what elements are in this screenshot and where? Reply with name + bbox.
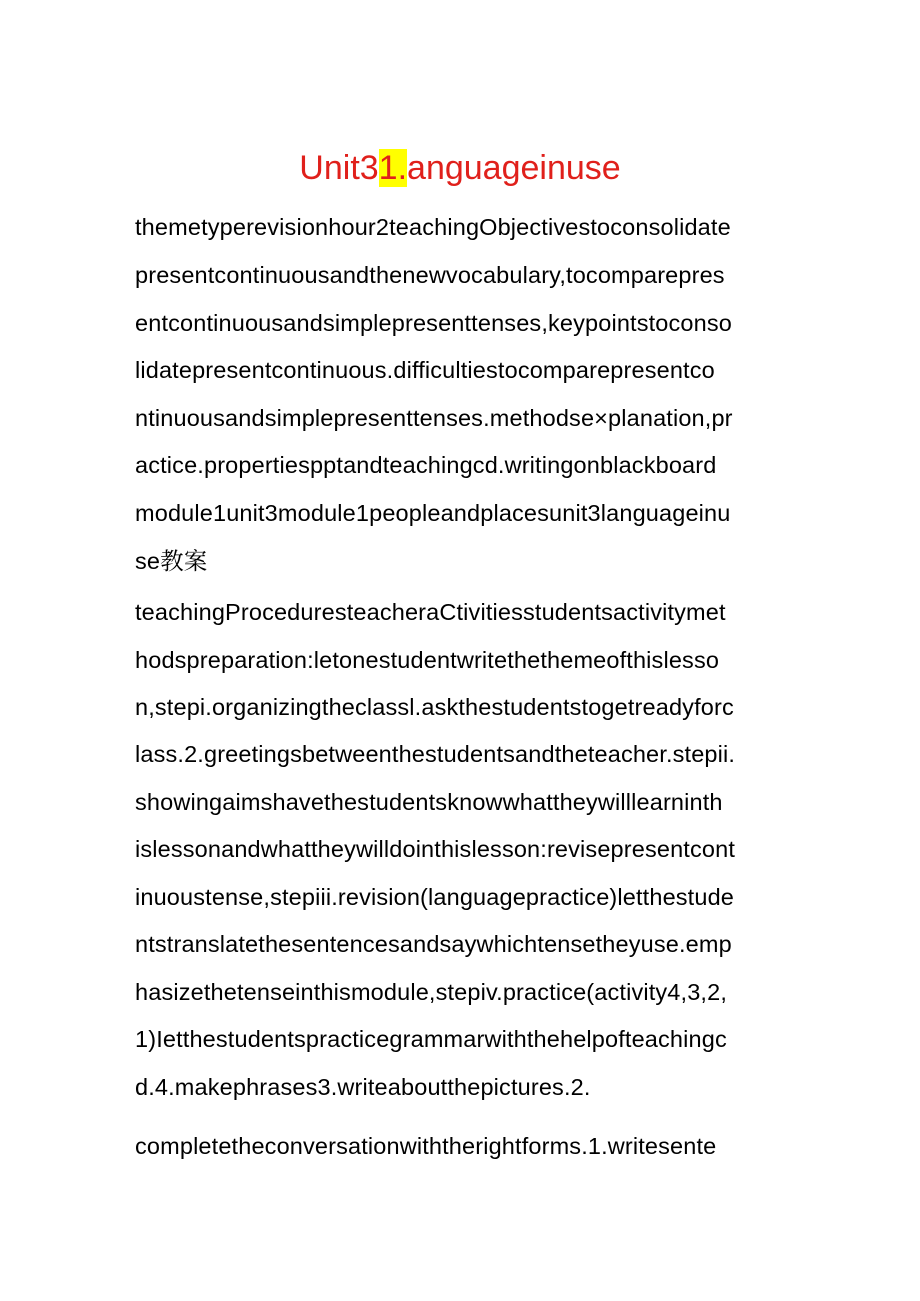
title-suffix: anguageinuse: [407, 149, 621, 187]
document-title: [0, 146, 920, 190]
body-line: themetyperevisionhour2teachingObjectivestoconsolidate: [135, 214, 731, 240]
body-line: ntinuousandsimplepresenttenses.methodse×planation,pr: [135, 405, 733, 431]
body-line: inuoustense,stepiii.revision(languagepractice)letthestude: [135, 884, 735, 910]
title-highlighted-text: 1.: [378, 149, 408, 187]
body-line: d.4.makephrases3.writeaboutthepictures.2.: [135, 1074, 591, 1100]
body-line: hodspreparation:letonestudentwritethethemeofthislesso: [135, 647, 720, 673]
body-line: se教案: [135, 548, 208, 574]
title-prefix: Unit3: [299, 149, 379, 187]
body-line: lidatepresentcontinuous.difficultiestocomparepresentco: [135, 357, 715, 383]
body-line: teachingProceduresteacheraCtivitiesstudentsactivitymet: [135, 599, 726, 625]
body-line: islessonandwhattheywilldointhislesson:revisepresentcont: [135, 836, 735, 862]
body-line: showingaimshavethestudentsknowwhattheywilllearninth: [135, 789, 723, 815]
body-line: n,stepi.organizingtheclassl.askthestudentstogetreadyforc: [135, 694, 734, 720]
body-line: ntstranslatethesentencesandsaywhichtensetheyuse.emp: [135, 931, 732, 957]
body-line: completetheconversationwiththerightforms.1.writesente: [135, 1133, 717, 1159]
body-line: presentcontinuousandthenewvocabulary,tocomparepres: [135, 262, 725, 288]
body-line: lass.2.greetingsbetweenthestudentsandtheteacher.stepii.: [135, 741, 736, 767]
body-line: 1)Ietthestudentspracticegrammarwiththehelpofteachingc: [135, 1026, 727, 1052]
body-line: module1unit3module1peopleandplacesunit3languageinu: [135, 500, 731, 526]
body-line: actice.propertiespptandteachingcd.writingonblackboard: [135, 452, 717, 478]
body-line: hasizethetenseinthismodule,stepiv.practice(activity4,3,2,: [135, 979, 727, 1005]
body-line: entcontinuousandsimplepresenttenses,keypointstoconso: [135, 310, 732, 336]
